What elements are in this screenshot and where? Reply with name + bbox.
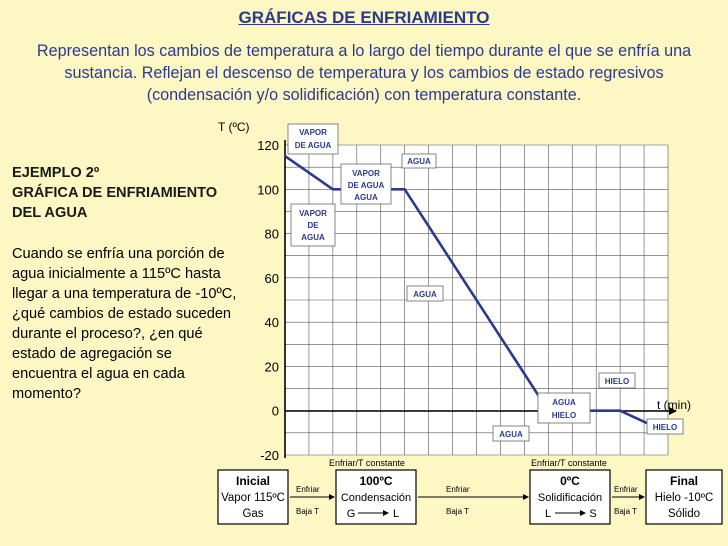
process-arrow: [418, 485, 528, 516]
svg-text:HIELO: HIELO: [604, 377, 630, 386]
svg-text:L: L: [392, 508, 400, 520]
page-title: GRÁFICAS DE ENFRIAMIENTO: [238, 8, 490, 27]
svg-text:L: L: [544, 508, 552, 520]
svg-text:Condensación: Condensación: [340, 492, 412, 504]
annotation-agua-3: [493, 426, 529, 441]
svg-text:AGUA: AGUA: [407, 157, 431, 166]
process-flow: [218, 458, 722, 524]
svg-text:HIELO: HIELO: [652, 423, 678, 432]
y-tick-label: -20: [260, 448, 279, 463]
example-heading-line: GRÁFICA DE ENFRIAMIENTO: [12, 185, 218, 201]
svg-text:HIELO: HIELO: [551, 411, 577, 420]
svg-text:0ºC: 0ºC: [560, 474, 580, 488]
svg-text:S: S: [589, 508, 597, 520]
svg-text:VAPOR: VAPOR: [299, 209, 327, 218]
svg-text:AGUA: AGUA: [301, 233, 325, 242]
process-box-final: [646, 470, 722, 524]
annotation-vapor-de-agua-2: [291, 204, 335, 246]
x-axis-label: t (min): [657, 398, 691, 412]
annotation-agua-hielo-transition: [538, 393, 590, 423]
y-tick-label: 0: [271, 403, 279, 419]
svg-text:Enfriar: Enfriar: [614, 485, 638, 494]
annotation-vapor-agua-transition: [341, 164, 391, 204]
annotation-agua-1: [402, 154, 436, 168]
annotation-hielo-1: [599, 373, 635, 388]
svg-text:Final: Final: [669, 474, 699, 488]
y-tick-label: 80: [264, 226, 279, 242]
process-box-condensacion: [336, 470, 416, 524]
svg-text:Gas: Gas: [242, 508, 264, 520]
step-label: Enfriar/T constante: [531, 458, 607, 468]
svg-text:Vapor 115ºC: Vapor 115ºC: [221, 492, 285, 504]
svg-text:Baja T: Baja T: [296, 507, 319, 516]
svg-text:100ºC: 100ºC: [359, 474, 393, 488]
annotation-hielo-2: [647, 419, 683, 434]
process-arrow: [290, 485, 334, 516]
svg-text:VAPOR: VAPOR: [299, 128, 327, 137]
y-tick-label: 60: [264, 270, 279, 286]
y-ticks: [257, 138, 279, 463]
svg-text:Inicial: Inicial: [235, 474, 271, 488]
svg-text:Enfriar: Enfriar: [296, 485, 320, 494]
y-tick-label: 120: [257, 138, 279, 153]
svg-text:Solidificación: Solidificación: [537, 492, 603, 504]
svg-text:DE AGUA: DE AGUA: [347, 181, 385, 190]
svg-text:Sólido: Sólido: [668, 508, 700, 520]
svg-text:VAPOR: VAPOR: [352, 169, 380, 178]
svg-text:AGUA: AGUA: [499, 430, 523, 439]
process-box-inicial: [218, 470, 288, 524]
svg-text:G: G: [346, 508, 356, 520]
annotation-vapor-de-agua-1: [288, 124, 338, 154]
svg-text:Hielo -10ºC: Hielo -10ºC: [654, 492, 714, 504]
svg-text:AGUA: AGUA: [552, 398, 576, 407]
svg-text:DE AGUA: DE AGUA: [294, 141, 332, 150]
process-arrow: [612, 485, 644, 516]
svg-text:Enfriar: Enfriar: [446, 485, 470, 494]
svg-text:Baja T: Baja T: [614, 507, 637, 516]
svg-text:AGUA: AGUA: [354, 193, 378, 202]
y-tick-label: 40: [264, 315, 279, 331]
y-tick-label: 20: [264, 359, 279, 375]
step-label: Enfriar/T constante: [329, 458, 405, 468]
svg-text:Baja T: Baja T: [446, 507, 469, 516]
example-question: Cuando se enfría una porción de agua inicialmente a 115ºC hasta llegar a una temperatura de -10ºC, ¿qué cambios de estado suceden durante el proceso?, ¿en qué estado de agregación se encuentra el agua en cada momento?: [12, 246, 237, 402]
annotation-agua-2: [407, 286, 443, 301]
intro-paragraph: Representan los cambios de temperatura a lo largo del tiempo durante el que se enfría una sustancia. Reflejan el descenso de temperatura y los cambios de estado regresivos (condensación y/o solidificación) con temperatura constante.: [36, 42, 692, 104]
svg-text:AGUA: AGUA: [413, 290, 437, 299]
y-axis-label: T (ºC): [218, 120, 250, 134]
y-tick-label: 100: [257, 182, 279, 198]
example-heading-line: DEL AGUA: [12, 205, 88, 221]
process-box-solidificacion: [530, 470, 610, 524]
svg-text:DE: DE: [307, 221, 319, 230]
example-heading-line: EJEMPLO 2º: [12, 165, 100, 181]
